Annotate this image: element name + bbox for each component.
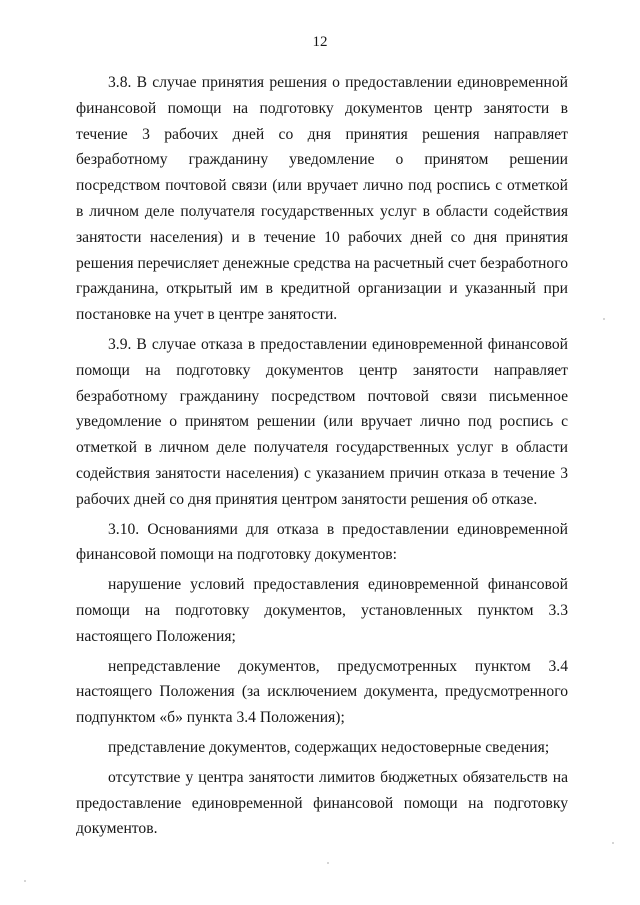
scan-speck	[603, 318, 605, 320]
list-item-false-information: представление документов, содержащих недостоверные сведения;	[108, 738, 550, 756]
document-body	[76, 70, 568, 846]
paragraph-3-10: 3.10. Основаниями для отказа в предоставлении единовременной финансовой помощи на подготовку документов:	[76, 520, 568, 564]
scan-speck	[24, 880, 26, 882]
list-item-no-budget-limits: отсутствие у центра занятости лимитов бюджетных обязательств на предоставление единовременной финансовой помощи на подготовку документов.	[76, 768, 568, 838]
scan-speck	[612, 842, 614, 844]
paragraph-3-9: 3.9. В случае отказа в предоставлении единовременной финансовой помощи на подготовку документов центр занятости направляет безработному гражданину посредством почтовой связи письменное уведомление о принятом решении (или вручает лично под роспись с отметкой в личном деле получателя государственных услуг в области содействия занятости населения) с указанием причин отказа в течение 3 рабочих дней со дня принятия центром занятости решения об отказе.	[76, 335, 568, 508]
scan-speck	[327, 862, 329, 864]
list-item-non-submission: непредставление документов, предусмотренных пунктом 3.4 настоящего Положения (за исключением документа, предусмотренного подпунктом «б» пункта 3.4 Положения);	[76, 657, 568, 727]
page-number: 12	[312, 34, 328, 50]
paragraph-3-8: 3.8. В случае принятия решения о предоставлении единовременной финансовой помощи на подготовку документов центр занятости в течение 3 рабочих дней со дня принятия решения направляет безработному гражданину уведомление о принятом решении посредством почтовой связи (или вручает лично под роспись с отметкой в личном деле получателя государственных услуг в области содействия занятости населения) и в течение 10 рабочих дней со дня принятия решения перечисляет денежные средства на расчетный счет безработного гражданина, открытый им в кредитной организации и указанный при постановке на учет в центре занятости.	[76, 74, 568, 324]
list-item-violation: нарушение условий предоставления единовременной финансовой помощи на подготовку документов, установленных пунктом 3.3 настоящего Положения;	[76, 576, 568, 645]
